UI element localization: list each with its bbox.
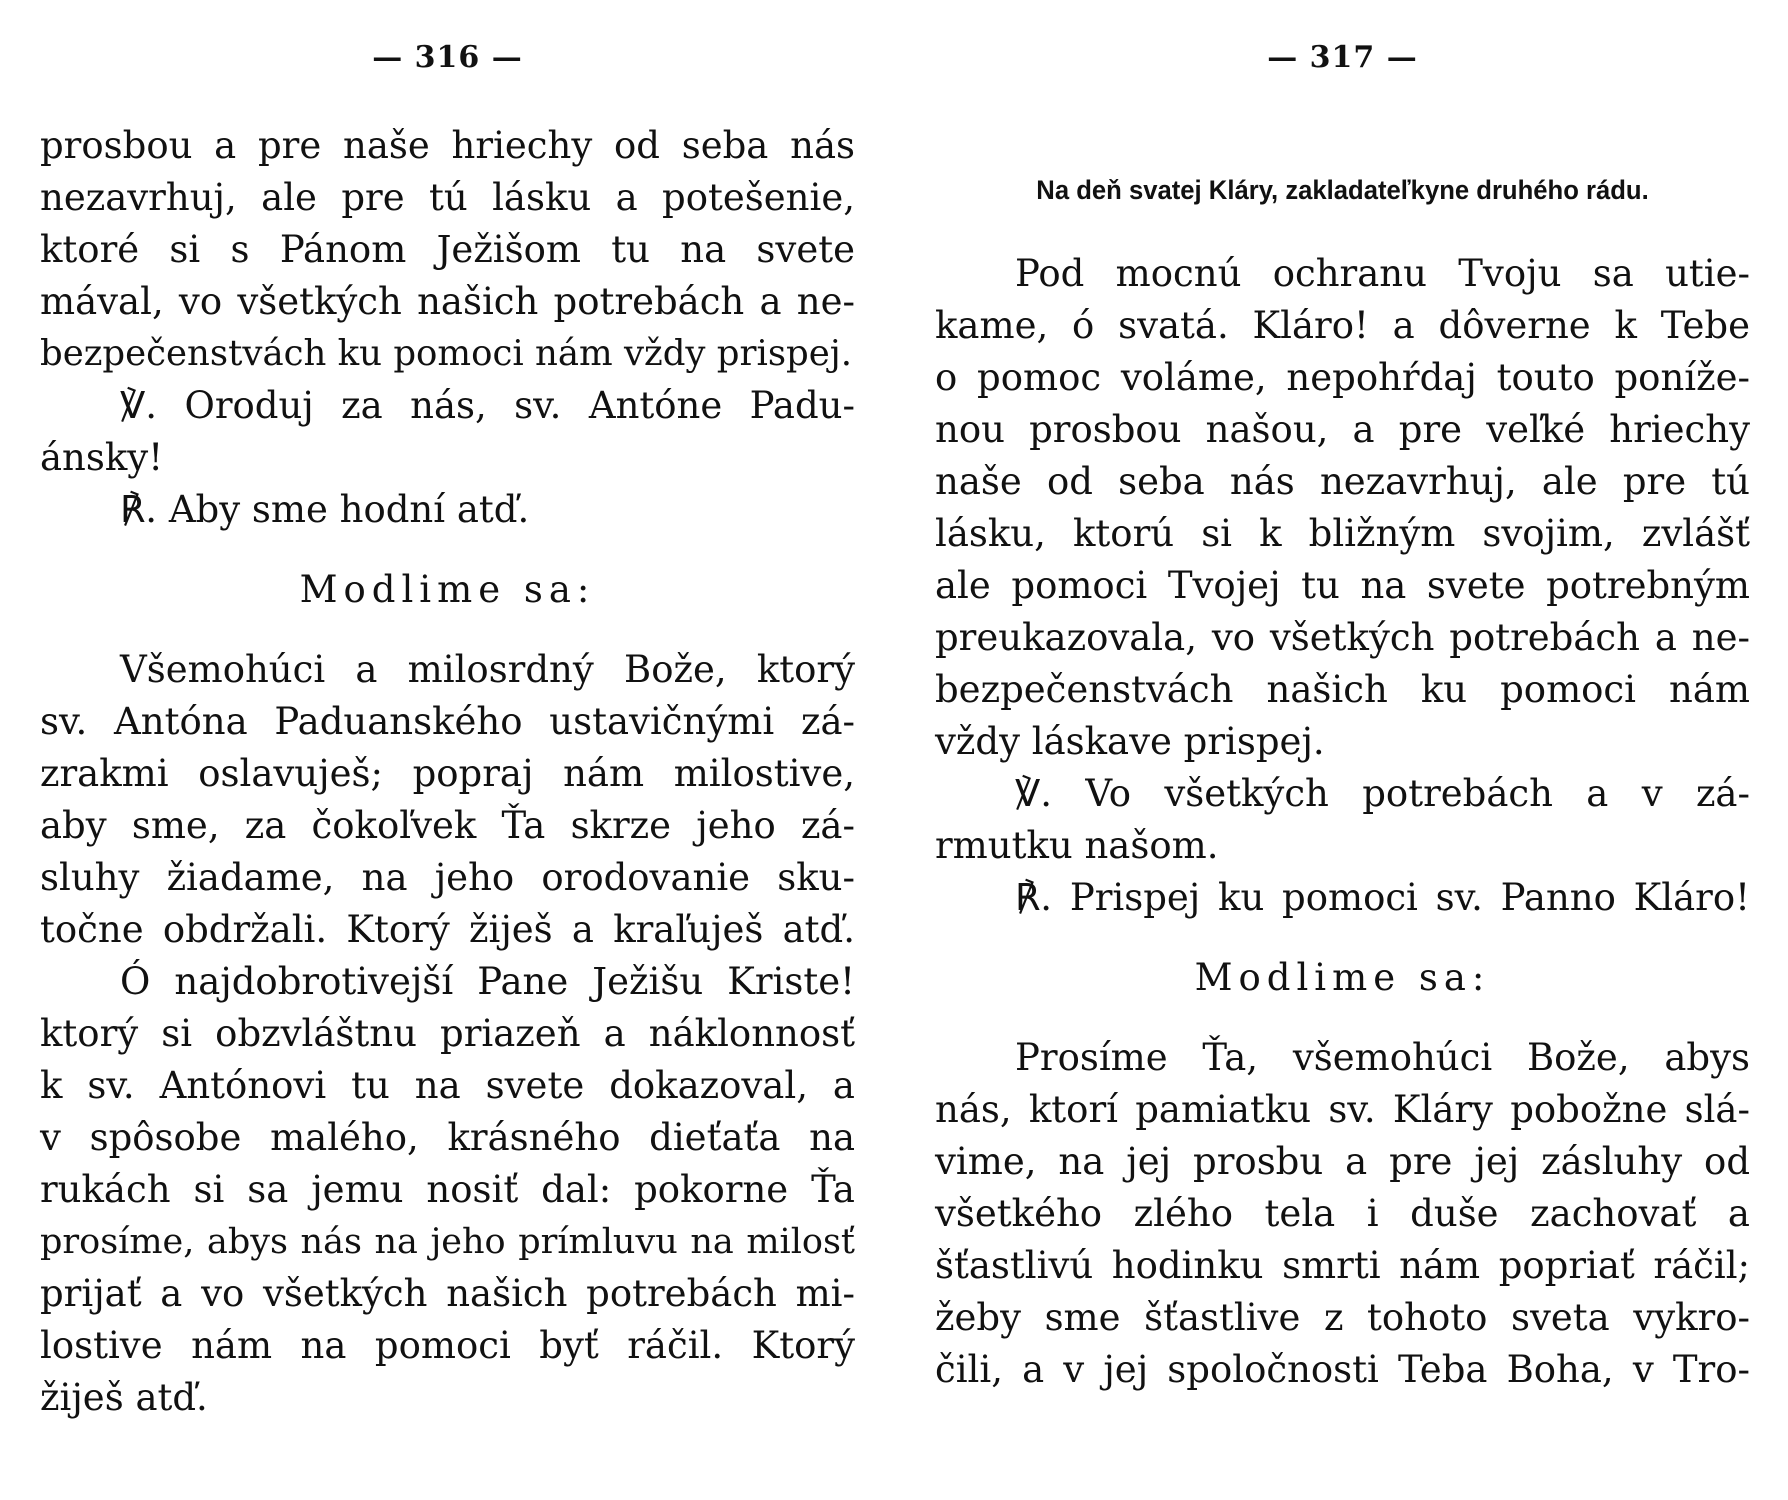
text-line: ánsky! <box>40 436 164 479</box>
text-line: všetkého zlého tela i duše zachovať a <box>935 1192 1750 1235</box>
text-line: prosíme, abys nás na jeho prímluvu na milosť <box>40 1222 855 1262</box>
prayer-heading: Modlime sa: <box>1194 956 1491 999</box>
text-line: vime, na jej prosbu a pre jej zásluhy od <box>935 1140 1750 1183</box>
text-line: ale pomoci Tvojej tu na svete potrebným <box>935 564 1750 607</box>
text-line: naše od seba nás nezavrhuj, ale pre tú <box>935 460 1750 503</box>
versicle-line: ℣. Vo všetkých potrebách a v zá- <box>1015 772 1750 815</box>
text-line: Všemohúci a milosrdný Bože, ktorý <box>120 648 855 691</box>
text-line: čili, a v jej spoločnosti Teba Boha, v Tro- <box>935 1348 1750 1391</box>
text-line: ktoré si s Pánom Ježišom tu na svete <box>40 228 855 271</box>
text-line: nezavrhuj, ale pre tú lásku a potešenie, <box>40 176 855 219</box>
text-line: ktorý si obzvláštnu priazeň a náklonnosť <box>40 1012 855 1055</box>
text-line: o pomoc voláme, nepohŕdaj touto poníže- <box>935 356 1750 399</box>
response-line: ℟. Prispej ku pomoci sv. Panno Kláro! <box>1015 876 1750 919</box>
text-line: Pod mocnú ochranu Tvoju sa utie- <box>1015 252 1750 295</box>
text-line: šťastlivú hodinku smrti nám popriať ráčil; <box>935 1244 1750 1287</box>
text-line: bezpečenstvách ku pomoci nám vždy prispej. <box>40 333 853 374</box>
right-page <box>935 0 1750 1500</box>
text-line: nás, ktorí pamiatku sv. Kláry pobožne slá- <box>935 1088 1750 1131</box>
text-line: mával, vo všetkých našich potrebách a ne- <box>40 280 855 323</box>
text-line: bezpečenstvách našich ku pomoci nám <box>935 668 1750 711</box>
text-line: prosbou a pre naše hriechy od seba nás <box>40 124 855 167</box>
right-page-body <box>935 160 1750 1396</box>
versicle-line: ℣. Oroduj za nás, sv. Antóne Padu- <box>120 384 855 427</box>
text-line: kame, ó svatá. Kláro! a dôverne k Tebe <box>935 304 1750 347</box>
page-number-left: — 316 — <box>372 40 523 75</box>
page-number-right: — 317 — <box>1267 40 1418 75</box>
spacer <box>935 924 1750 952</box>
text-line: rukách si sa jemu nosiť dal: pokorne Ťa <box>40 1168 855 1211</box>
text-line: zrakmi oslavuješ; popraj nám milostive, <box>40 752 855 795</box>
spacer <box>935 220 1750 248</box>
text-line: aby sme, za čokoľvek Ťa skrze jeho zá- <box>40 804 855 847</box>
text-line: sv. Antóna Paduanského ustavičnými zá- <box>40 700 855 743</box>
text-line: nou prosbou našou, a pre veľké hriechy <box>935 408 1750 451</box>
section-heading: Na deň svatej Kláry, zakladateľkyne druhého rádu. <box>1036 175 1649 205</box>
text-line: v spôsobe malého, krásného dieťaťa na <box>40 1116 855 1159</box>
left-page-body <box>40 120 855 1424</box>
text-line: preukazovala, vo všetkých potrebách a ne- <box>935 616 1750 659</box>
text-line: sluhy žiadame, na jeho orodovanie sku- <box>40 856 855 899</box>
text-line: rmutku našom. <box>935 824 1219 867</box>
spacer <box>40 616 855 644</box>
text-line: lásku, ktorú si k bližným svojim, zvlášť <box>935 512 1750 555</box>
text-line: lostive nám na pomoci byť ráčil. Ktorý <box>40 1324 855 1367</box>
spacer <box>40 536 855 564</box>
text-line: k sv. Antónovi tu na svete dokazoval, a <box>40 1064 855 1107</box>
text-line: žiješ atď. <box>40 1376 208 1419</box>
text-line: žeby sme šťastlive z tohoto sveta vykro- <box>935 1296 1750 1339</box>
response-line: ℟. Aby sme hodní atď. <box>120 488 530 531</box>
spacer <box>935 1004 1750 1032</box>
prayer-heading: Modlime sa: <box>299 568 596 611</box>
text-line: prijať a vo všetkých našich potrebách mi- <box>40 1272 855 1315</box>
text-line: vždy láskave prispej. <box>935 720 1325 763</box>
left-page <box>40 0 855 1500</box>
text-line: točne obdržali. Ktorý žiješ a kraľuješ atď. <box>40 908 855 951</box>
text-line: Ó najdobrotivejší Pane Ježišu Kriste! <box>120 960 855 1003</box>
text-line: Prosíme Ťa, všemohúci Bože, abys <box>1015 1036 1750 1079</box>
